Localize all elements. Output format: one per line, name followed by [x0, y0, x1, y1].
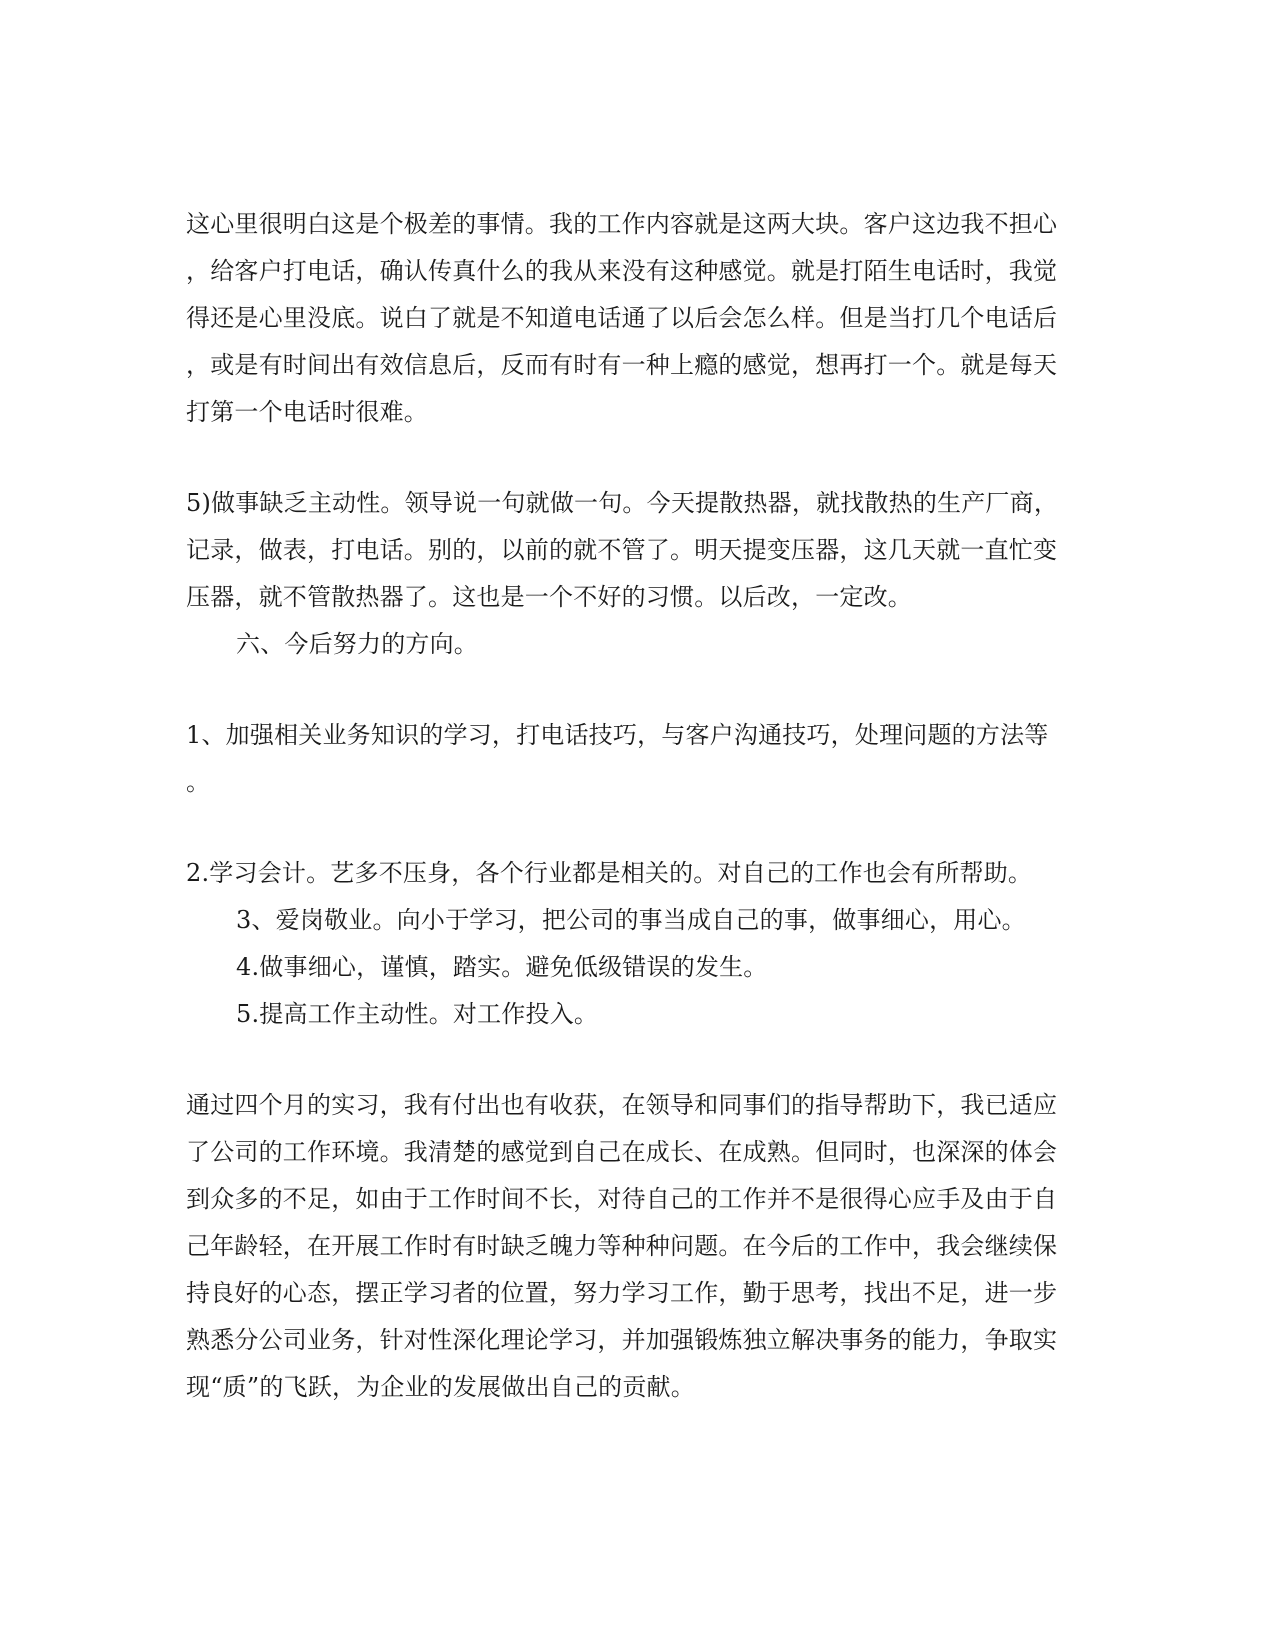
list-item: 4.做事细心，谨慎，踏实。避免低级错误的发生。	[236, 953, 768, 981]
paragraph-line: 持良好的心态，摆正学习者的位置，努力学习工作，勤于思考，找出不足，进一步	[186, 1279, 1058, 1307]
paragraph-line: 己年龄轻，在开展工作时有时缺乏魄力等种种问题。在今后的工作中，我会继续保	[186, 1232, 1058, 1260]
paragraph-line: 压器，就不管散热器了。这也是一个不好的习惯。以后改，一定改。	[186, 583, 912, 611]
paragraph-line: 现“质”的飞跃，为企业的发展做出自己的贡献。	[186, 1373, 695, 1401]
paragraph-line: ，给客户打电话，确认传真什么的我从来没有这种感觉。就是打陌生电话时，我觉	[186, 257, 1058, 285]
paragraph-line: 通过四个月的实习，我有付出也有收获，在领导和同事们的指导帮助下，我已适应	[186, 1091, 1058, 1119]
paragraph-line: 记录，做表，打电话。别的，以前的就不管了。明天提变压器，这几天就一直忙变	[186, 536, 1058, 564]
paragraph-line: 到众多的不足，如由于工作时间不长，对待自己的工作并不是很得心应手及由于自	[186, 1185, 1058, 1213]
paragraph-line: 5)做事缺乏主动性。领导说一句就做一句。今天提散热器，就找散热的生产厂商，	[186, 489, 1059, 517]
paragraph-line: 得还是心里没底。说白了就是不知道电话通了以后会怎么样。但是当打几个电话后	[186, 304, 1058, 332]
list-item: 5.提高工作主动性。对工作投入。	[236, 1000, 599, 1028]
paragraph-line: 了公司的工作环境。我清楚的感觉到自己在成长、在成熟。但同时，也深深的体会	[186, 1138, 1058, 1166]
paragraph-line: 打第一个电话时很难。	[186, 398, 428, 426]
paragraph-line: 熟悉分公司业务，针对性深化理论学习，并加强锻炼独立解决事务的能力，争取实	[186, 1326, 1058, 1354]
paragraph-line: ，或是有时间出有效信息后，反而有时有一种上瘾的感觉，想再打一个。就是每天	[186, 351, 1058, 379]
list-item: 2.学习会计。艺多不压身，各个行业都是相关的。对自己的工作也会有所帮助。	[186, 859, 1033, 887]
list-item-continuation: 。	[186, 768, 211, 796]
section-heading: 六、今后努力的方向。	[236, 630, 478, 658]
list-item: 3、爱岗敬业。向小于学习，把公司的事当成自己的事，做事细心，用心。	[236, 906, 1026, 934]
paragraph-line: 这心里很明白这是个极差的事情。我的工作内容就是这两大块。客户这边我不担心	[186, 210, 1058, 238]
list-item: 1、加强相关业务知识的学习，打电话技巧，与客户沟通技巧，处理问题的方法等	[186, 721, 1049, 749]
